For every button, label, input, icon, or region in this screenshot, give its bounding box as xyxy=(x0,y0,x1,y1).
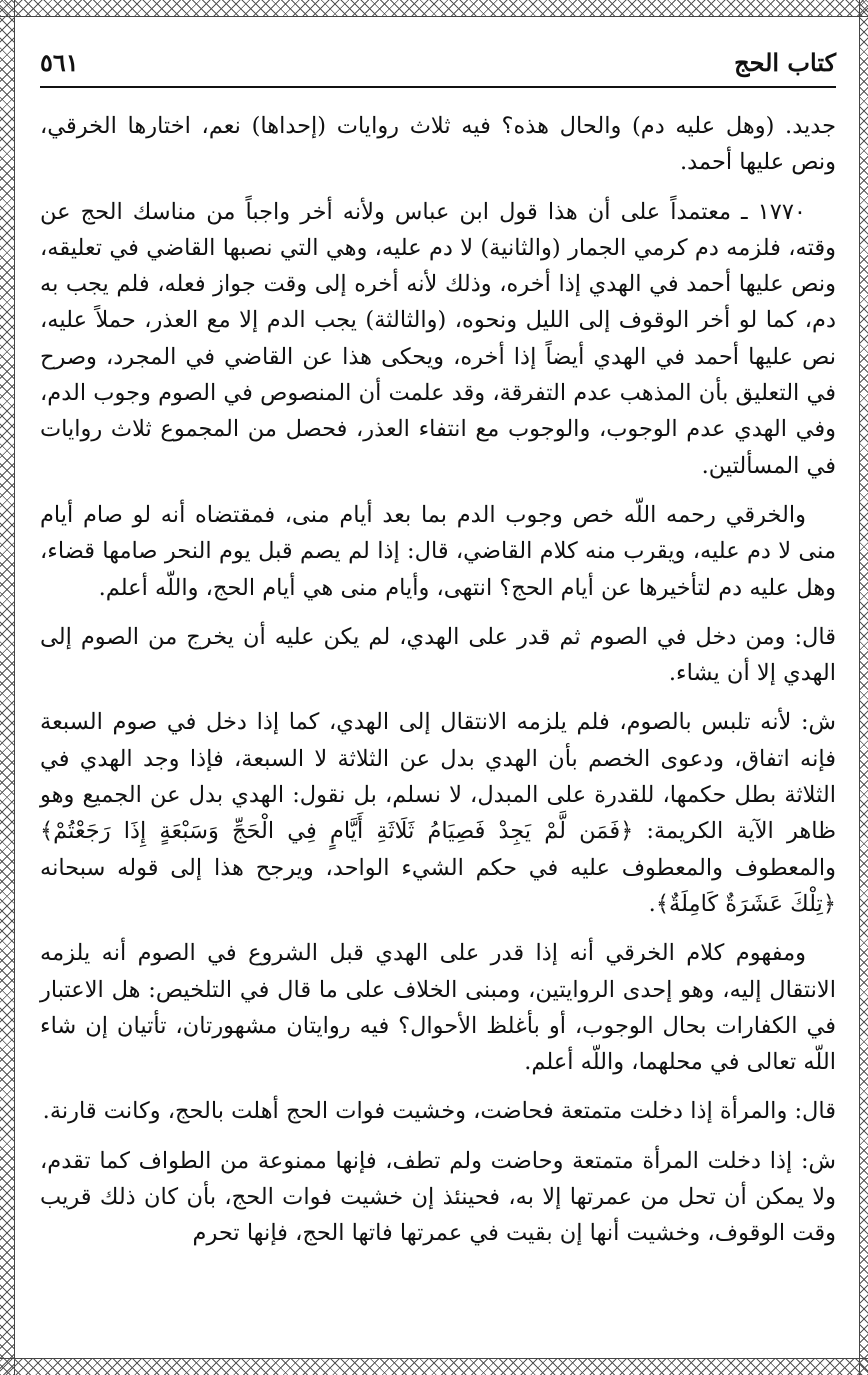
paragraph-qala-fasting: قال: ومن دخل في الصوم ثم قدر على الهدي، لم يكن عليه أن يخرج من الصوم إلى الهدي إلا أن يشاء. xyxy=(40,623,836,687)
paragraph-numbered-1770: ١٧٧٠ ـ معتمداً على أن هذا قول ابن عباس ولأنه أخر واجباً من مناسك الحج عن وقته، فلزمه دم كرمي الجمار (والثانية) لا دم عليه، وهي التي نصبها القاضي في تعليقه، ونص عليها أحمد في الهدي إذا أخره، وذلك لأنه أخره إلى وقت جواز فعله، فلم يجب به دم، كما لو أخر الوقوف إلى الليل ونحوه، (والثالثة) يجب الدم إلا مع العذر، حملاً عليه، نص عليها أحمد في الهدي أيضاً إذا أخره، ويحكى هذا عن القاضي في المجرد، وصرح في التعليق بأن المذهب عدم التفرقة، وقد علمت أن المنصوص في الصوم وجوب الدم، وفي الهدي عدم الوجوب، والوجوب مع انتفاء العذر، فحصل من المجموع ثلاث روايات في المسألتين. xyxy=(40,198,836,479)
paragraph-qala-woman: قال: والمرأة إذا دخلت متمتعة فحاضت، وخشيت فوات الحج أهلت بالحج، وكانت قارنة. xyxy=(42,1098,836,1125)
book-title: كتاب الحج xyxy=(734,48,836,77)
decorative-border-bottom xyxy=(0,1358,868,1375)
paragraph-kharaqi-commentary: والخرقي رحمه اللّه خص وجوب الدم بما بعد أيام منى، فمقتضاه أنه لو صام أيام منى لا دم عليه، ويقرب منه كلام القاضي، قال: إذا لم يصم قبل يوم النحر صامها قضاء، وهل عليه دم لتأخيرها عن أيام الحج؟ انتهى، وأيام منى هي أيام الحج، واللّه أعلم. xyxy=(40,501,836,601)
page-header xyxy=(40,42,836,88)
decorative-border-top xyxy=(0,0,868,17)
paragraph-mafhum: ومفهوم كلام الخرقي أنه إذا قدر على الهدي قبل الشروع في الصوم أنه يلزمه الانتقال إليه، وهو إحدى الروايتين، ومبنى الخلاف على ما قال في التلخيص: هل الاعتبار في الكفارات بحال الوجوب، أو بأغلظ الأحوال؟ فيه روايتان مشهورتان، تأتيان إن شاء اللّه تعالى في محلهما، واللّه أعلم. xyxy=(40,940,836,1076)
page-number: ٥٦١ xyxy=(40,48,79,77)
decorative-border-left xyxy=(0,0,15,1375)
paragraph-continuation: جديد. (وهل عليه دم) والحال هذه؟ فيه ثلاث روايات (إحداها) نعم، اختارها الخرقي، ونص عليها أحمد. xyxy=(40,113,836,176)
page-body xyxy=(40,108,836,1265)
paragraph-sharh-fasting: ش: لأنه تلبس بالصوم، فلم يلزمه الانتقال إلى الهدي، كما إذا دخل في صوم السبعة فإنه اتفاق، ودعوى الخصم بأن الهدي بدل عن الثلاثة لا السبعة، فإذا وجد الهدي في الثلاثة بطل حكمها، للقدرة على المبدل، لا نسلم، بل نقول: الهدي بدل عن الجميع وهو ظاهر الآية الكريمة: ﴿فَمَن لَّمْ يَجِدْ فَصِيَامُ ثَلَاثَةِ أَيَّامٍ فِي الْحَجِّ وَسَبْعَةٍ إِذَا رَجَعْتُمْ﴾ والمعطوف والمعطوف عليه في حكم الشيء الواحد، ويرجح هذا إلى قوله سبحانه ﴿تِلْكَ عَشَرَةٌ كَامِلَةٌ﴾. xyxy=(40,709,836,917)
decorative-border-right xyxy=(859,0,868,1375)
paragraph-sharh-woman: ش: إذا دخلت المرأة متمتعة وحاضت ولم تطف، فإنها ممنوعة من الطواف كما تقدم، ولا يمكن أن تحل من عمرتها إلا به، فحينئذ إن خشيت فوات الحج، بأن كان ذلك قريب وقت الوقوف، وخشيت أنها إن بقيت في عمرتها فاتها الحج، فإنها تحرم xyxy=(40,1147,836,1247)
